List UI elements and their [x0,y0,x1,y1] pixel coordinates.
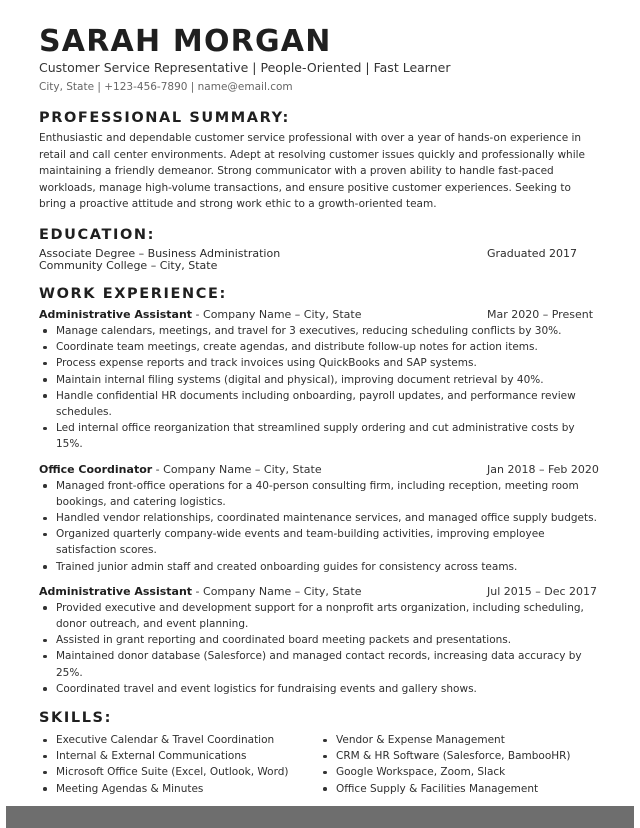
skills-heading: SKILLS: [39,710,112,727]
job-bullet: Manage calendars, meetings, and travel for 3 executives, reducing scheduling conflicts by 30%. [39,323,599,339]
resume-page [39,24,599,797]
job-bullet: Coordinated travel and event logistics for fundraising events and gallery shows. [39,681,599,697]
job-bullet: Organized quarterly company-wide events and team-building activities, improving employee satisfaction scores. [39,526,599,558]
job-company: - Company Name – City, State [152,462,322,476]
skill-item: Google Workspace, Zoom, Slack [319,764,599,780]
job-title-line [39,307,361,323]
summary-heading: PROFESSIONAL SUMMARY: [39,110,290,126]
job-header [39,462,599,478]
job-header [39,307,599,323]
education-section [39,226,599,272]
job-bullet: Process expense reports and track invoices using QuickBooks and SAP systems. [39,355,599,371]
education-date: Graduated 2017 [487,246,578,260]
skill-item: Microsoft Office Suite (Excel, Outlook, Word) [39,764,319,780]
job-company: - Company Name – City, State [192,307,362,321]
job-title: Administrative Assistant [39,584,193,598]
skill-item: CRM & HR Software (Salesforce, BambooHR) [319,748,599,764]
job-bullet: Assisted in grant reporting and coordinated board meeting packets and presentations. [39,632,599,648]
job-bullet: Handled vendor relationships, coordinated maintenance services, and managed office supply budgets. [39,510,599,526]
job-bullet: Handle confidential HR documents including onboarding, payroll updates, and performance review schedules. [39,388,599,420]
summary-section [39,109,599,213]
job-bullets [39,600,599,697]
job-bullet: Trained junior admin staff and created onboarding guides for consistency across teams. [39,559,599,575]
job-bullet: Led internal office reorganization that streamlined supply ordering and cut administrative costs by 15%. [39,420,599,452]
skill-item: Office Supply & Facilities Management [319,781,599,797]
job-title-line [39,462,322,478]
experience-heading: WORK EXPERIENCE: [39,285,227,302]
footer-bar [6,806,634,828]
experience-section [39,285,599,697]
contact-info: City, State | +123-456-7890 | name@email.com [39,81,293,93]
summary-text: Enthusiastic and dependable customer service professional with over a year of hands-on experience in retail and call center environments. Adept at resolving customer issues quickly and professionally while maintaining a friendly demeanor. Strong communicator with a proven ability to handle fast-paced workloads, manage high-volume transactions, and ensure positive customer experiences. Seeking to bring a proactive attitude and strong work ethic to a growth-oriented team. [39,132,585,211]
job-bullet: Coordinate team meetings, create agendas, and distribute follow-up notes for action items. [39,339,599,355]
education-degree: Associate Degree – Business Administration [39,246,281,260]
skills-right-list [319,732,599,797]
job-bullets [39,323,599,453]
job-entry [39,462,599,575]
job-dates: Jan 2018 – Feb 2020 [487,462,599,476]
job-dates: Mar 2020 – Present [487,307,594,321]
job-title: Office Coordinator [39,462,153,476]
skill-item: Executive Calendar & Travel Coordination [39,732,319,748]
skills-columns [39,732,599,797]
job-bullet: Managed front-office operations for a 40-person consulting firm, including reception, meeting room bookings, and catering logistics. [39,478,599,510]
job-entry [39,307,599,453]
education-school: Community College – City, State [39,258,218,272]
candidate-name: SARAH MORGAN [39,24,332,59]
skill-item: Internal & External Communications [39,748,319,764]
job-dates: Jul 2015 – Dec 2017 [487,584,598,598]
job-header [39,584,599,600]
job-title-line [39,584,361,600]
skill-item: Vendor & Expense Management [319,732,599,748]
job-company: - Company Name – City, State [192,584,362,598]
job-entry [39,584,599,697]
skills-left-list [39,732,319,797]
skills-section [39,709,599,797]
education-heading: EDUCATION: [39,226,155,243]
candidate-tagline: Customer Service Representative | People-Oriented | Fast Learner [39,60,451,75]
skill-item: Meeting Agendas & Minutes [39,781,319,797]
job-bullets [39,478,599,575]
job-bullet: Maintain internal filing systems (digital and physical), improving document retrieval by 40%. [39,372,599,388]
education-details [39,248,459,272]
job-title: Administrative Assistant [39,307,193,321]
job-bullet: Provided executive and development support for a nonprofit arts organization, including scheduling, donor outreach, and event planning. [39,600,599,632]
job-bullet: Maintained donor database (Salesforce) and managed contact records, increasing data accuracy by 25%. [39,648,599,680]
education-row [39,248,599,272]
